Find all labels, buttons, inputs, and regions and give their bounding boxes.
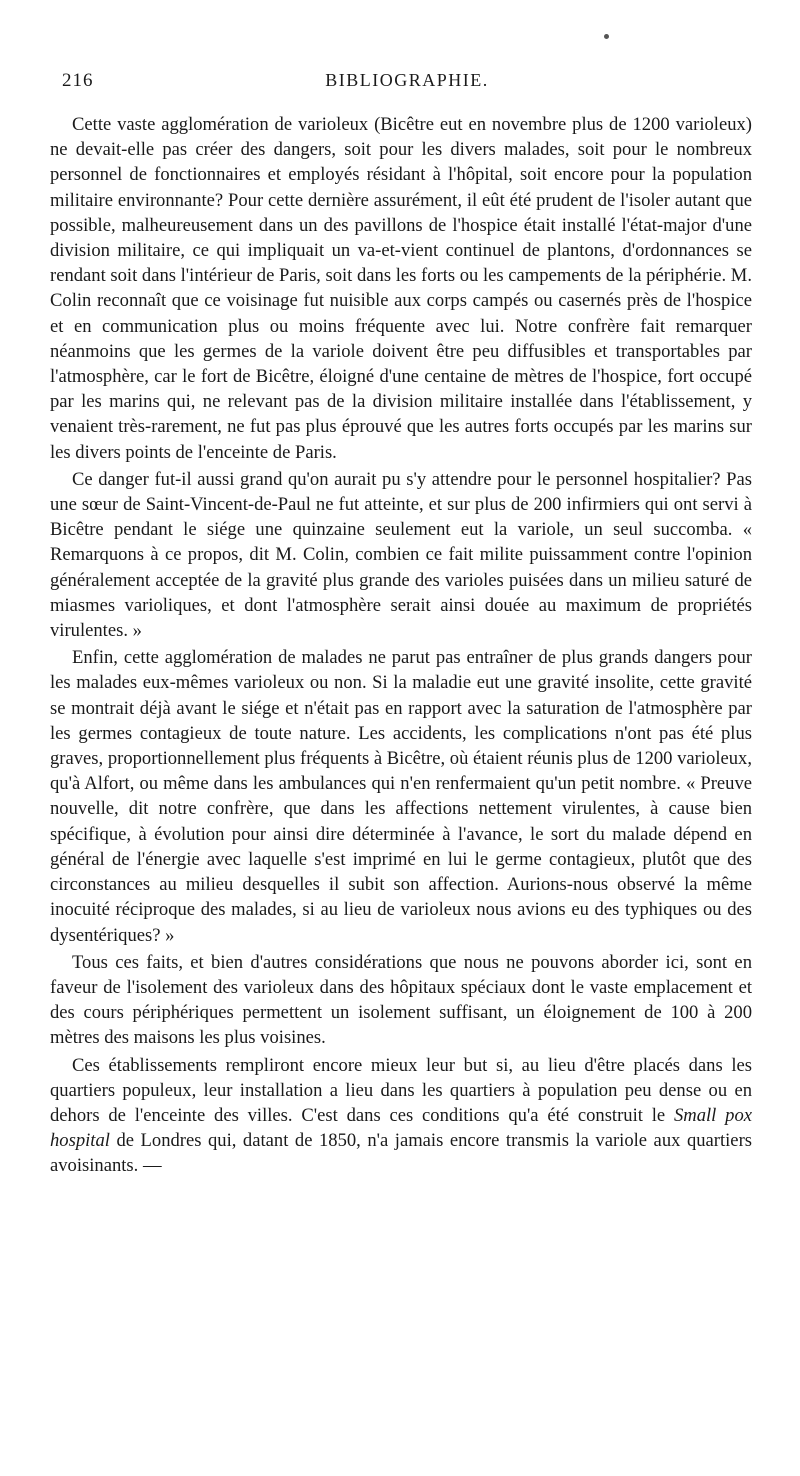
hospital-name-italic: Small pox hospital: [50, 1104, 753, 1152]
page-header: [62, 70, 752, 100]
paragraph-1: Cette vaste agglomération de varioleux (Bicêtre eut en novembre plus de 1200 varioleux) ne devait-elle pas créer des dangers, soit pour les divers malades, soit pour le nombreux personnel de fonctionnaires et employés résidant à l'hôpital, soit encore pour la population militaire environnante? Pour cette dernière assurément, il eût été prudent de l'isoler autant que possible, malheureusement dans un des pavillons de l'hospice était installé l'état-major d'une division militaire, ce qui impliquait un va-et-vient continuel de plantons, d'ordonnances se rendant soit dans l'intérieur de Paris, soit dans les forts ou les campements de la périphérie. M. Colin reconnaît que ce voisinage fut nuisible aux corps campés ou casernés près de l'hospice et en communication plus ou moins fréquente avec lui. Notre confrère fait remarquer néanmoins que les germes de la variole doivent être peu diffusibles et transportables par l'atmosphère, car le fort de Bicêtre, éloigné d'une centaine de mètres de l'hospice, fort occupé par les marins qui, ne relevant pas de la division militaire installée dans l'établissement, y venaient très-rarement, ne fut pas plus éprouvé que les autres forts occupés par les marins sur les divers points de l'enceinte de Paris.: [50, 114, 752, 463]
paragraph-5: [50, 1053, 752, 1179]
paragraph-2: Ce danger fut-il aussi grand qu'on aurait pu s'y attendre pour le personnel hospitalier? Pas une sœur de Saint-Vincent-de-Paul ne fut atteinte, et sur plus de 200 infirmiers qui ont servi à Bicêtre pendant le siége une quinzaine seulement eut la variole, un seul succomba. « Remarquons à ce propos, dit M. Colin, combien ce fait milite puissamment contre l'opinion généralement acceptée de la gravité plus grande des varioles puisées dans un milieu saturé de miasmes varioliques, et dont l'atmosphère serait ainsi douée au maximum de propriétés virulentes. »: [50, 468, 752, 642]
paragraph-5-text-after: de Londres qui, datant de 1850, n'a jamais encore transmis la variole aux quartiers avoisinants. —: [50, 1130, 752, 1177]
paragraph-5-text-before: Ces établissements rempliront encore mieux leur but si, au lieu d'être placés dans les quartiers populeux, leur installation a lieu dans les quartiers à population peu dense ou en dehors de l'enceinte des villes. C'est dans ces conditions qu'a été construit le: [50, 1054, 752, 1126]
ink-speck: [604, 34, 609, 39]
paragraph-3: Enfin, cette agglomération de malades ne parut pas entraîner de plus grands dangers pour les malades eux-mêmes varioleux ou non. Si la maladie eut une gravité insolite, cette gravité se montrait déjà avant le siége et n'était pas en rapport avec la saturation de l'atmosphère par les germes contagieux de toute nature. Les accidents, les complications n'ont pas été plus graves, proportionnellement plus fréquents à Bicêtre, où étaient réunis plus de 1200 varioleux, qu'à Alfort, ou même dans les ambulances qui n'en renfermaient qu'un petit nombre. « Preuve nouvelle, dit notre confrère, que dans les affections nettement virulentes, à cause bien spécifique, à évolution pour ainsi dire déterminée à l'avance, le sort du malade dépend en général de l'énergie avec laquelle s'est imprimé en lui le germe contagieux, plutôt que des circonstances au milieu desquelles il subit son affection. Aurions-nous observé la même inocuité réciproque des malades, si au lieu de varioleux nous avions eu des typhiques ou des dysentériques? »: [50, 647, 752, 946]
running-head: BIBLIOGRAPHIE.: [325, 70, 489, 90]
page-number: 216: [62, 70, 94, 91]
body-text: [50, 112, 752, 1181]
paragraph-4: Tous ces faits, et bien d'autres considérations que nous ne pouvons aborder ici, sont en faveur de l'isolement des varioleux dans des hôpitaux spéciaux dont le vaste emplacement et des cours périphériques permettent un isolement suffisant, un éloignement de 100 à 200 mètres des maisons les plus voisines.: [50, 951, 752, 1049]
